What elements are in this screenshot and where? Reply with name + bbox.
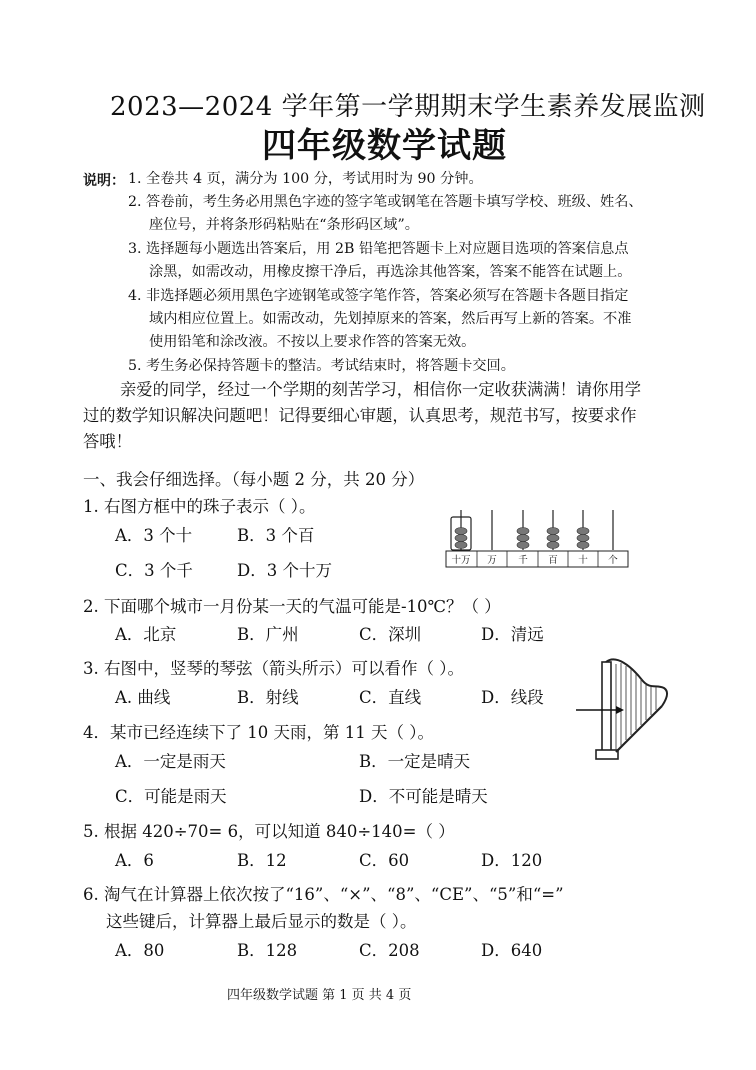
harp-soundboard (616, 706, 662, 752)
instruction-line: 4. 非选择题必须用黑色字迹钢笔或签字笔作答，答案必须写在答题卡各题目指定 (128, 288, 629, 304)
question-5-stem: 5. 根据 420÷70= 6，可以知道 840÷140=（ ） (83, 822, 455, 841)
instructions-label: 说明： (83, 173, 125, 189)
bead (577, 535, 589, 542)
bead (455, 535, 467, 542)
q6-option-a: A．80 (115, 941, 165, 960)
place-label: 十 (578, 555, 588, 566)
q6-option-c: C．208 (359, 941, 420, 960)
bead (517, 542, 529, 549)
bead (547, 528, 559, 535)
q3-option-a: A. 曲线 (115, 688, 171, 707)
question-1-stem: 1. 右图方框中的珠子表示（ ）。 (83, 497, 316, 516)
q5-option-c: C．60 (359, 851, 410, 870)
instruction-line: 座位号，并将条形码粘贴在“条形码区域”。 (149, 217, 419, 233)
instruction-line: 域内相应位置上。如需改动，先划掉原来的答案，然后再写上新的答案。不准 (149, 311, 632, 327)
q6-option-d: D．640 (481, 941, 543, 960)
section-title: 一、我会仔细选择。（每小题 2 分，共 20 分） (83, 470, 425, 489)
instruction-line: 1. 全卷共 4 页，满分为 100 分，考试用时为 90 分钟。 (128, 171, 483, 187)
harp-figure (576, 650, 688, 768)
q2-option-b: B．广州 (237, 625, 299, 644)
page-footer: 四年级数学试题 第 1 页 共 4 页 (227, 988, 412, 1003)
harp-base (596, 750, 618, 759)
question-3-stem: 3. 右图中，竖琴的琴弦（箭头所示）可以看作（ ）。 (83, 659, 464, 678)
q5-option-b: B．12 (237, 851, 287, 870)
q4-option-a: A．一定是雨天 (115, 752, 226, 771)
place-label: 百 (548, 555, 558, 566)
harp-neck (606, 659, 667, 706)
instruction-line: 涂黑，如需改动，用橡皮擦干净后，再选涂其他答案，答案不能答在试题上。 (149, 264, 632, 280)
q2-option-d: D．清远 (481, 625, 544, 644)
abacus-base (446, 551, 628, 567)
abacus-rods (461, 510, 613, 550)
q4-option-b: B．一定是晴天 (359, 752, 471, 771)
q1-option-a: A．3 个十 (115, 526, 193, 545)
q4-option-d: D．不可能是晴天 (359, 787, 488, 806)
place-label: 千 (518, 555, 528, 566)
arrow-icon (616, 706, 624, 714)
bead (577, 528, 589, 535)
q3-option-d: D．线段 (481, 688, 544, 707)
bead (577, 542, 589, 549)
instruction-line: 3. 选择题每小题选出答案后，用 2B 铅笔把答题卡上对应题目选项的答案信息点 (128, 241, 629, 257)
q3-option-c: C．直线 (359, 688, 422, 707)
q1-option-b: B．3 个百 (237, 526, 315, 545)
question-2-stem: 2. 下面哪个城市一月份某一天的气温可能是-10℃？（ ） (83, 597, 501, 616)
q5-option-d: D．120 (481, 851, 543, 870)
q3-option-b: B．射线 (237, 688, 299, 707)
greeting-line: 过的数学知识解决问题吧！记得要细心审题，认真思考，规范书写，按要求作 (83, 406, 637, 425)
greeting-line: 答哦！ (83, 432, 132, 451)
bead (455, 528, 467, 535)
place-label: 万 (487, 555, 497, 566)
bead (547, 535, 559, 542)
abacus-figure (436, 502, 630, 570)
harp-pillar (602, 662, 611, 752)
q4-option-c: C．可能是雨天 (115, 787, 227, 806)
greeting-line: 亲爱的同学，经过一个学期的刻苦学习，相信你一定收获满满！请你用学 (120, 380, 642, 399)
exam-subtitle: 四年级数学试题 (262, 126, 507, 166)
instruction-line: 2. 答卷前，考生务必用黑色字迹的签字笔或钢笔在答题卡填写学校、班级、姓名、 (128, 194, 643, 210)
q2-option-a: A．北京 (115, 625, 177, 644)
place-label: 个 (608, 555, 618, 566)
instruction-line: 5. 考生务必保持答题卡的整洁。考试结束时，将答题卡交回。 (128, 358, 515, 374)
question-4-stem: 4．某市已经连续下了 10 天雨，第 11 天（ ）。 (83, 723, 434, 742)
abacus-beads (455, 528, 589, 549)
question-6-stem-cont: 这些键后，计算器上最后显示的数是（ ）。 (106, 912, 417, 931)
q5-option-a: A．6 (115, 851, 154, 870)
question-6-stem: 6. 淘气在计算器上依次按了“16”、“×”、“8”、“CE”、“5”和“=” (83, 885, 564, 904)
place-label: 十万 (451, 555, 471, 566)
bead (517, 535, 529, 542)
q1-option-d: D．3 个十万 (237, 561, 332, 580)
q1-option-c: C．3 个千 (115, 561, 193, 580)
bead (547, 542, 559, 549)
harp-strings (616, 663, 656, 750)
q6-option-b: B．128 (237, 941, 298, 960)
instruction-line: 使用铅笔和涂改液。不按以上要求作答的答案无效。 (149, 334, 476, 350)
exam-title: 2023—2024 学年第一学期期末学生素养发展监测 (110, 92, 706, 122)
bead (455, 542, 467, 549)
bead (517, 528, 529, 535)
q2-option-c: C．深圳 (359, 625, 422, 644)
